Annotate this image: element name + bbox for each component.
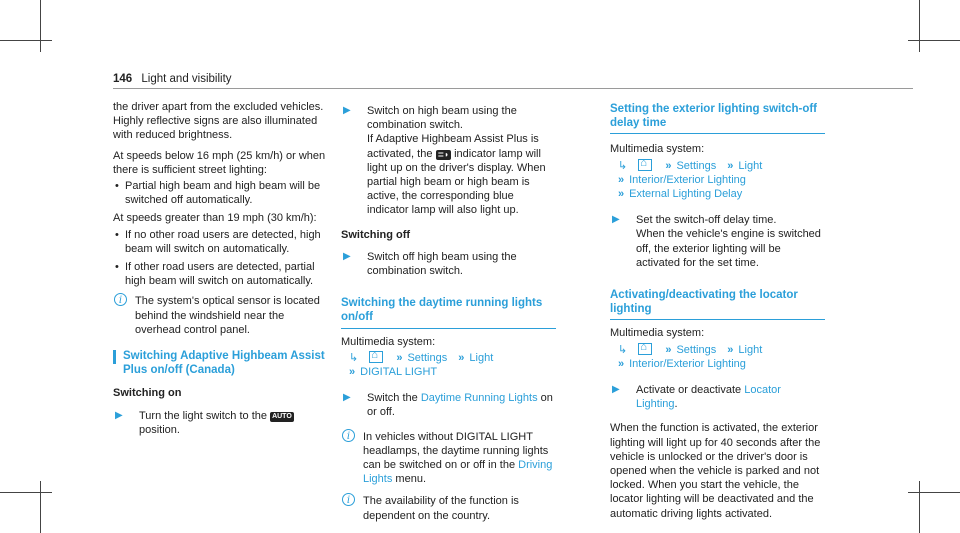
multimedia-label: Multimedia system: — [610, 327, 705, 340]
step-text: Switch on high beam using the combination switch. — [367, 105, 517, 132]
menu-item: External Lighting Delay — [629, 188, 743, 201]
menu-path-line — [610, 159, 825, 173]
section-heading: Activating/deactivating the locator lighting — [610, 288, 825, 320]
step-text-part: If Adaptive Highbeam Assist Plus is activated, the — [367, 133, 539, 160]
page-number: 146 — [113, 73, 133, 85]
crop-mark — [919, 0, 920, 52]
chevron-right-icon: » — [727, 159, 734, 172]
subheading: Switching off — [341, 228, 411, 241]
menu-item: Interior/Exterior Lighting — [629, 173, 746, 186]
menu-path — [610, 159, 825, 202]
menu-item: DIGITAL LIGHT — [360, 366, 438, 379]
header-rule — [113, 88, 913, 89]
crop-mark — [0, 492, 52, 493]
note-text: The availability of the function is dependent on the country. — [363, 495, 519, 522]
chevron-right-icon: » — [618, 173, 625, 186]
multimedia-label: Multimedia system: — [610, 143, 705, 156]
menu-path-line — [341, 351, 556, 365]
step-text: position. — [139, 423, 180, 436]
step-text: . — [674, 398, 678, 411]
section-heading: Switching the daytime running lights on/off — [341, 296, 556, 328]
menu-path-line — [610, 187, 825, 201]
step-text: Set the switch-off delay time. — [636, 214, 777, 227]
home-icon — [638, 343, 652, 355]
chevron-right-icon: » — [665, 159, 672, 172]
menu-path-line — [610, 173, 825, 187]
step — [113, 409, 328, 437]
auto-light-icon: AUTO — [272, 412, 292, 420]
home-icon — [369, 351, 383, 363]
return-arrow-icon: ↳ — [618, 343, 628, 356]
note — [341, 430, 556, 487]
note — [113, 294, 328, 337]
step — [341, 104, 556, 218]
menu-path — [610, 343, 825, 371]
menu-item: Settings — [676, 343, 717, 356]
chevron-right-icon: » — [665, 343, 672, 356]
step-arrow-icon: ▶ — [343, 105, 351, 116]
section-heading: Setting the exterior lighting switch-off delay time — [610, 102, 825, 134]
chevron-right-icon: » — [618, 357, 625, 370]
chevron-right-icon: » — [458, 351, 465, 364]
crop-mark — [919, 481, 920, 533]
column-3 — [610, 100, 825, 527]
step-text: When the vehicle's engine is switched off, the exterior lighting will be activated for the set time. — [636, 228, 821, 269]
return-arrow-icon: ↳ — [349, 351, 359, 364]
step-text: Turn the light switch to the — [139, 409, 267, 422]
menu-item: Locator Lighting — [636, 384, 781, 411]
home-icon — [638, 159, 652, 171]
menu-item: Settings — [407, 351, 448, 364]
menu-item: Light — [469, 351, 494, 364]
step-text: Activate or deactivate — [636, 384, 742, 397]
note-text: The system's optical sensor is located behind the windshield near the overhead control panel. — [135, 295, 320, 336]
step — [341, 391, 556, 419]
above-speed-text: At speeds greater than 19 mph (30 km/h): — [113, 212, 317, 225]
subheading: Switching on — [113, 387, 182, 400]
step-text: Switch the — [367, 392, 418, 405]
list-item: • If no other road users are detected, high beam will switch on automatically. — [113, 228, 328, 256]
menu-item: Interior/Exterior Lighting — [629, 357, 746, 370]
column-1 — [113, 100, 328, 447]
step — [610, 383, 825, 411]
step — [610, 213, 825, 270]
step — [341, 250, 556, 278]
menu-path-line — [341, 365, 556, 379]
info-icon: i — [342, 429, 355, 442]
step-arrow-icon: ▶ — [343, 392, 351, 404]
menu-path-line — [610, 357, 825, 371]
crop-mark — [908, 40, 960, 41]
info-icon: i — [342, 493, 355, 506]
info-icon: i — [114, 293, 127, 306]
menu-item: Driving Lights — [363, 459, 553, 486]
step-text: on or off. — [367, 392, 553, 419]
chevron-right-icon: » — [727, 343, 734, 356]
below-speed-text: At speeds below 16 mph (25 km/h) or when there is sufficient street lighting: — [113, 149, 326, 176]
step-arrow-icon: ▶ — [115, 409, 123, 421]
step-arrow-icon: ▶ — [612, 384, 620, 396]
note-text: In vehicles without DIGITAL LIGHT headlamps, the daytime running lights can be switched on or off in the — [363, 430, 549, 472]
crop-mark — [0, 40, 52, 41]
menu-path-line — [610, 343, 825, 357]
menu-item: Light — [738, 159, 763, 172]
menu-item: Daytime Running Lights — [420, 392, 538, 405]
column-2 — [341, 100, 556, 531]
crop-mark — [908, 492, 960, 493]
crop-mark — [40, 481, 41, 533]
chevron-right-icon: » — [396, 351, 403, 364]
crop-mark — [40, 0, 41, 52]
multimedia-label: Multimedia system: — [341, 335, 436, 348]
intro-text: the driver apart from the excluded vehicles. Highly reflective signs are also illuminated with reduced brightness. — [113, 101, 324, 142]
menu-item: Light — [738, 343, 763, 356]
menu-item: Settings — [676, 159, 717, 172]
list-item: • If other road users are detected, partial high beam will switch on automatically. — [113, 260, 328, 288]
high-beam-assist-icon: ≣◗ — [437, 149, 450, 159]
note — [341, 494, 556, 522]
step-text — [367, 132, 556, 217]
step-text: Switch off high beam using the combination switch. — [367, 250, 517, 278]
step-text-part: indicator lamp will light up on the driver's display. When partial high beam or high beam is active, the corresponding blue indicator lamp will also light up. — [367, 147, 546, 217]
menu-path — [341, 351, 556, 379]
chevron-right-icon: » — [618, 188, 625, 201]
section-heading: Switching Adaptive Highbeam Assist Plus on/off (Canada) — [113, 349, 328, 380]
section-title: Light and visibility — [141, 73, 232, 85]
page-header — [113, 73, 232, 85]
list-item: • Partial high beam and high beam will be switched off automatically. — [113, 179, 328, 207]
note-text: menu. — [395, 473, 426, 486]
chevron-right-icon: » — [349, 366, 356, 379]
step-arrow-icon: ▶ — [343, 250, 351, 262]
return-arrow-icon: ↳ — [618, 159, 628, 172]
step-arrow-icon: ▶ — [612, 214, 620, 226]
body-text: When the function is activated, the exterior lighting will light up for 40 seconds after the vehicle is unlocked or the driver's door is opened when the vehicle is parked and not locked. When you start the vehicle, the locator lighting will be deactivated and the automatic driving lights activated. — [610, 422, 821, 520]
